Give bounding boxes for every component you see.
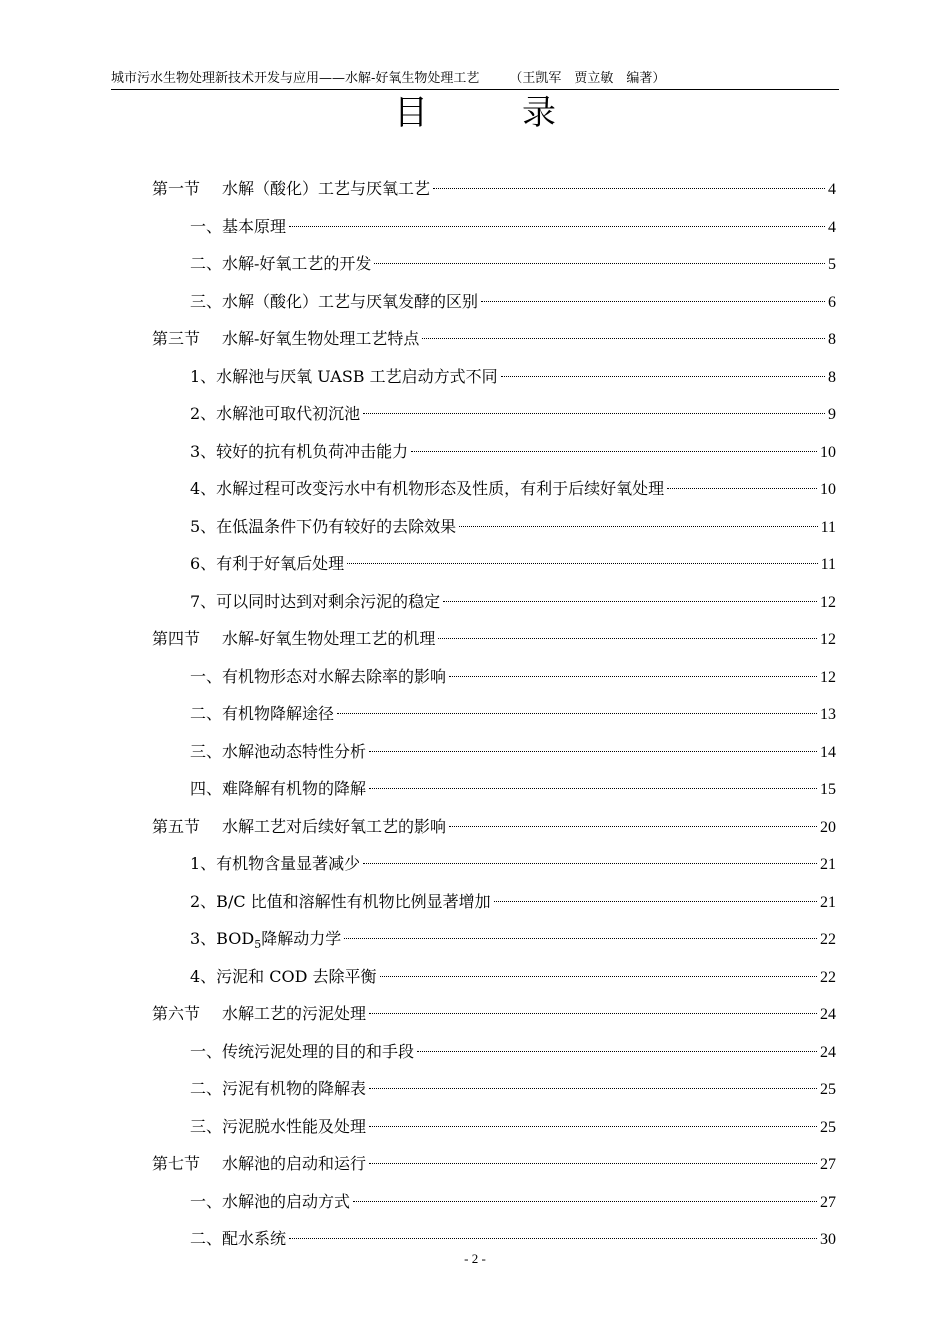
- toc-dot-leader: [417, 1051, 817, 1052]
- toc-page-number: 25: [820, 1081, 836, 1098]
- toc-section-number: 第三节: [152, 329, 201, 348]
- toc-entry-text: 7、可以同时达到对剩余污泥的稳定: [190, 591, 441, 611]
- toc-entry-text: 水解工艺对后续好氧工艺的影响: [222, 816, 447, 836]
- toc-entry-text: 4、污泥和 COD 去除平衡: [190, 966, 377, 986]
- toc-entry-text: 3、较好的抗有机负荷冲击能力: [190, 441, 409, 461]
- toc-entry-text: 三、污泥脱水性能及处理: [190, 1116, 367, 1136]
- toc-section-entry[interactable]: [152, 174, 836, 204]
- toc-entry-text: 一、水解池的启动方式: [190, 1191, 351, 1211]
- toc-dot-leader: [449, 676, 817, 677]
- book-title: 城市污水生物处理新技术开发与应用——水解-好氧生物处理工艺: [111, 71, 480, 86]
- toc-entry-label: [190, 774, 366, 804]
- toc-subsection-entry[interactable]: [190, 1037, 836, 1067]
- toc-subsection-entry[interactable]: [190, 212, 836, 242]
- toc-subsection-entry[interactable]: [190, 962, 836, 992]
- toc-subsection-entry[interactable]: [190, 887, 836, 917]
- toc-entry-text: 4、水解过程可改变污水中有机物形态及性质，有利于后续好氧处理: [190, 479, 665, 498]
- toc-page-number: 27: [820, 1156, 836, 1173]
- toc-page-number: 27: [820, 1193, 836, 1211]
- toc-dot-leader: [374, 263, 825, 264]
- toc-entry-label: [152, 624, 435, 654]
- toc-entry-label: [190, 512, 456, 542]
- toc-page-number: 30: [820, 1231, 836, 1248]
- toc-entry-text: 5、在低温条件下仍有较好的去除效果: [190, 516, 457, 536]
- toc-dot-leader: [347, 563, 817, 564]
- toc-entry-subscript: 5: [254, 938, 262, 952]
- toc-entry-label: [190, 849, 360, 879]
- toc-entry-label: [190, 212, 286, 242]
- toc-dot-leader: [369, 788, 817, 789]
- toc-subsection-entry[interactable]: [190, 1187, 836, 1217]
- toc-subsection-entry[interactable]: [190, 774, 836, 804]
- toc-dot-leader: [344, 938, 817, 939]
- toc-dot-leader: [459, 526, 817, 527]
- toc-subsection-entry[interactable]: [190, 924, 836, 954]
- toc-entry-label: [152, 999, 366, 1029]
- toc-dot-leader: [363, 863, 817, 864]
- toc-page-number: 5: [828, 256, 836, 273]
- toc-subsection-entry[interactable]: [190, 399, 836, 429]
- toc-page-number: 14: [820, 743, 836, 761]
- toc-entry-label: [190, 1112, 366, 1142]
- toc-page-number: 8: [828, 368, 836, 386]
- toc-entry-text: 1、有机物含量显著减少: [190, 854, 361, 873]
- toc-entry-text: 3、BOD: [190, 929, 255, 948]
- toc-entry-text: 2、B/C 比值和溶解性有机物比例显著增加: [190, 891, 491, 911]
- toc-section-number: 第一节: [152, 179, 201, 198]
- toc-subsection-entry[interactable]: [190, 549, 836, 579]
- toc-entry-label: [190, 962, 377, 992]
- toc-subsection-entry[interactable]: [190, 1112, 836, 1142]
- toc-page-number: 12: [820, 593, 836, 611]
- toc-subsection-entry[interactable]: [190, 362, 836, 392]
- toc-entry-text: 一、传统污泥处理的目的和手段: [190, 1041, 415, 1061]
- toc-entry-text: 1、水解池与厌氧 UASB 工艺启动方式不同: [190, 366, 498, 386]
- toc-subsection-entry[interactable]: [190, 249, 836, 279]
- toc-entry-text: 2、水解池可取代初沉池: [190, 404, 361, 423]
- toc-entry-text: 水解工艺的污泥处理: [222, 1004, 367, 1023]
- toc-entry-text: 三、水解（酸化）工艺与厌氧发酵的区别: [190, 291, 479, 311]
- toc-dot-leader: [443, 601, 817, 602]
- toc-entry-text: 水解（酸化）工艺与厌氧工艺: [222, 179, 431, 198]
- toc-dot-leader: [353, 1201, 817, 1202]
- toc-dot-leader: [449, 826, 817, 827]
- toc-entry-label: [190, 1187, 350, 1217]
- toc-dot-leader: [369, 1126, 817, 1127]
- toc-page-number: 21: [820, 893, 836, 911]
- toc-page-number: 6: [828, 293, 836, 311]
- toc-dot-leader: [433, 188, 825, 189]
- toc-dot-leader: [481, 301, 825, 302]
- toc-section-entry[interactable]: [152, 1149, 836, 1179]
- toc-page-number: 11: [820, 518, 836, 536]
- toc-entry-label: [152, 174, 430, 204]
- toc-entry-label: [190, 924, 341, 960]
- toc-dot-leader: [369, 1163, 817, 1164]
- toc-dot-leader: [667, 488, 817, 489]
- toc-entry-text: 二、配水系统: [190, 1229, 287, 1248]
- toc-entry-text: 水解-好氧生物处理工艺特点: [222, 329, 420, 348]
- toc-page-number: 22: [820, 968, 836, 986]
- toc-page-number: 10: [820, 443, 836, 461]
- toc-page-number: 9: [828, 406, 836, 423]
- toc-entry-label: [190, 549, 344, 579]
- toc-entry-label: [190, 362, 498, 392]
- toc-entry-label: [190, 437, 408, 467]
- toc-dot-leader: [422, 338, 825, 339]
- running-header: [111, 70, 839, 90]
- toc-entry-text: 一、有机物形态对水解去除率的影响: [190, 666, 447, 686]
- toc-entry-label: [152, 1149, 366, 1179]
- toc-entry-label: [190, 662, 446, 692]
- toc-entry-text: 6、有利于好氧后处理: [190, 554, 345, 573]
- toc-page-number: 24: [820, 1006, 836, 1023]
- toc-dot-leader: [337, 713, 817, 714]
- toc-page-number: 11: [820, 556, 836, 573]
- toc-dot-leader: [494, 901, 817, 902]
- toc-entry-label: [190, 887, 491, 917]
- toc-page-number: 20: [820, 818, 836, 836]
- toc-subsection-entry[interactable]: [190, 737, 836, 767]
- toc-entry-label: [190, 737, 366, 767]
- toc-section-entry[interactable]: [152, 812, 836, 842]
- toc-section-entry[interactable]: [152, 624, 836, 654]
- toc-entry-label: [190, 1037, 414, 1067]
- toc-section-entry[interactable]: [152, 324, 836, 354]
- toc-page-number: 12: [820, 631, 836, 648]
- toc-section-number: 第四节: [152, 629, 201, 648]
- toc-page-number: 4: [828, 181, 836, 198]
- toc-subsection-entry[interactable]: [190, 512, 836, 542]
- toc-page-number: 4: [828, 218, 836, 236]
- toc-page-number: 22: [820, 931, 836, 948]
- toc-subsection-entry[interactable]: [190, 662, 836, 692]
- toc-page-number: 24: [820, 1043, 836, 1061]
- toc-subsection-entry[interactable]: [190, 437, 836, 467]
- toc-entry-label: [190, 399, 360, 429]
- toc-page-number: 12: [820, 668, 836, 686]
- toc-subsection-entry[interactable]: [190, 587, 836, 617]
- toc-subsection-entry[interactable]: [190, 849, 836, 879]
- toc-entry-label: [190, 1074, 366, 1104]
- toc-dot-leader: [438, 638, 817, 639]
- toc-page-number: 10: [820, 481, 836, 498]
- toc-entry-label: [190, 474, 664, 504]
- toc-entry-text: 三、水解池动态特性分析: [190, 741, 367, 761]
- toc-dot-leader: [501, 376, 825, 377]
- toc-subsection-entry[interactable]: [190, 1074, 836, 1104]
- toc-dot-leader: [380, 976, 817, 977]
- toc-dot-leader: [363, 413, 825, 414]
- toc-dot-leader: [369, 1013, 817, 1014]
- page-number: - 2 -: [464, 1251, 486, 1266]
- toc-entry-text: 一、基本原理: [190, 216, 287, 236]
- toc-section-entry[interactable]: [152, 999, 836, 1029]
- toc-entry-text: 二、有机物降解途径: [190, 704, 335, 723]
- toc-dot-leader: [369, 1088, 817, 1089]
- toc-entry-text: 水解-好氧生物处理工艺的机理: [222, 629, 436, 648]
- toc-entry-label: [190, 699, 334, 729]
- toc-page-number: 21: [820, 856, 836, 873]
- toc-page-number: 15: [820, 781, 836, 798]
- toc-entry-label: [152, 324, 419, 354]
- toc-page-number: 25: [820, 1118, 836, 1136]
- toc-entry-text: 水解池的启动和运行: [222, 1154, 367, 1173]
- page-title: 目 录: [394, 93, 586, 133]
- toc-page-number: 13: [820, 706, 836, 723]
- toc-dot-leader: [369, 751, 817, 752]
- toc-entry-text: 二、水解-好氧工艺的开发: [190, 254, 372, 273]
- toc-entry-text-after: 降解动力学: [261, 929, 342, 948]
- toc-subsection-entry[interactable]: [190, 699, 836, 729]
- toc-entry-text: 二、污泥有机物的降解表: [190, 1079, 367, 1098]
- toc-entry-label: [190, 587, 440, 617]
- toc-entry-label: [152, 812, 446, 842]
- toc-subsection-entry[interactable]: [190, 287, 836, 317]
- toc-entry-text: 四、难降解有机物的降解: [190, 779, 367, 798]
- toc-section-number: 第六节: [152, 1004, 201, 1023]
- toc-subsection-entry[interactable]: [190, 474, 836, 504]
- toc-dot-leader: [411, 451, 817, 452]
- book-authors: （王凯军 贾立敏 编著）: [509, 71, 666, 86]
- toc-dot-leader: [289, 226, 825, 227]
- toc-section-number: 第五节: [152, 816, 201, 836]
- toc-dot-leader: [289, 1238, 817, 1239]
- toc-page-number: 8: [828, 331, 836, 348]
- toc-entry-label: [190, 287, 478, 317]
- toc-entry-label: [190, 249, 371, 279]
- toc-section-number: 第七节: [152, 1154, 201, 1173]
